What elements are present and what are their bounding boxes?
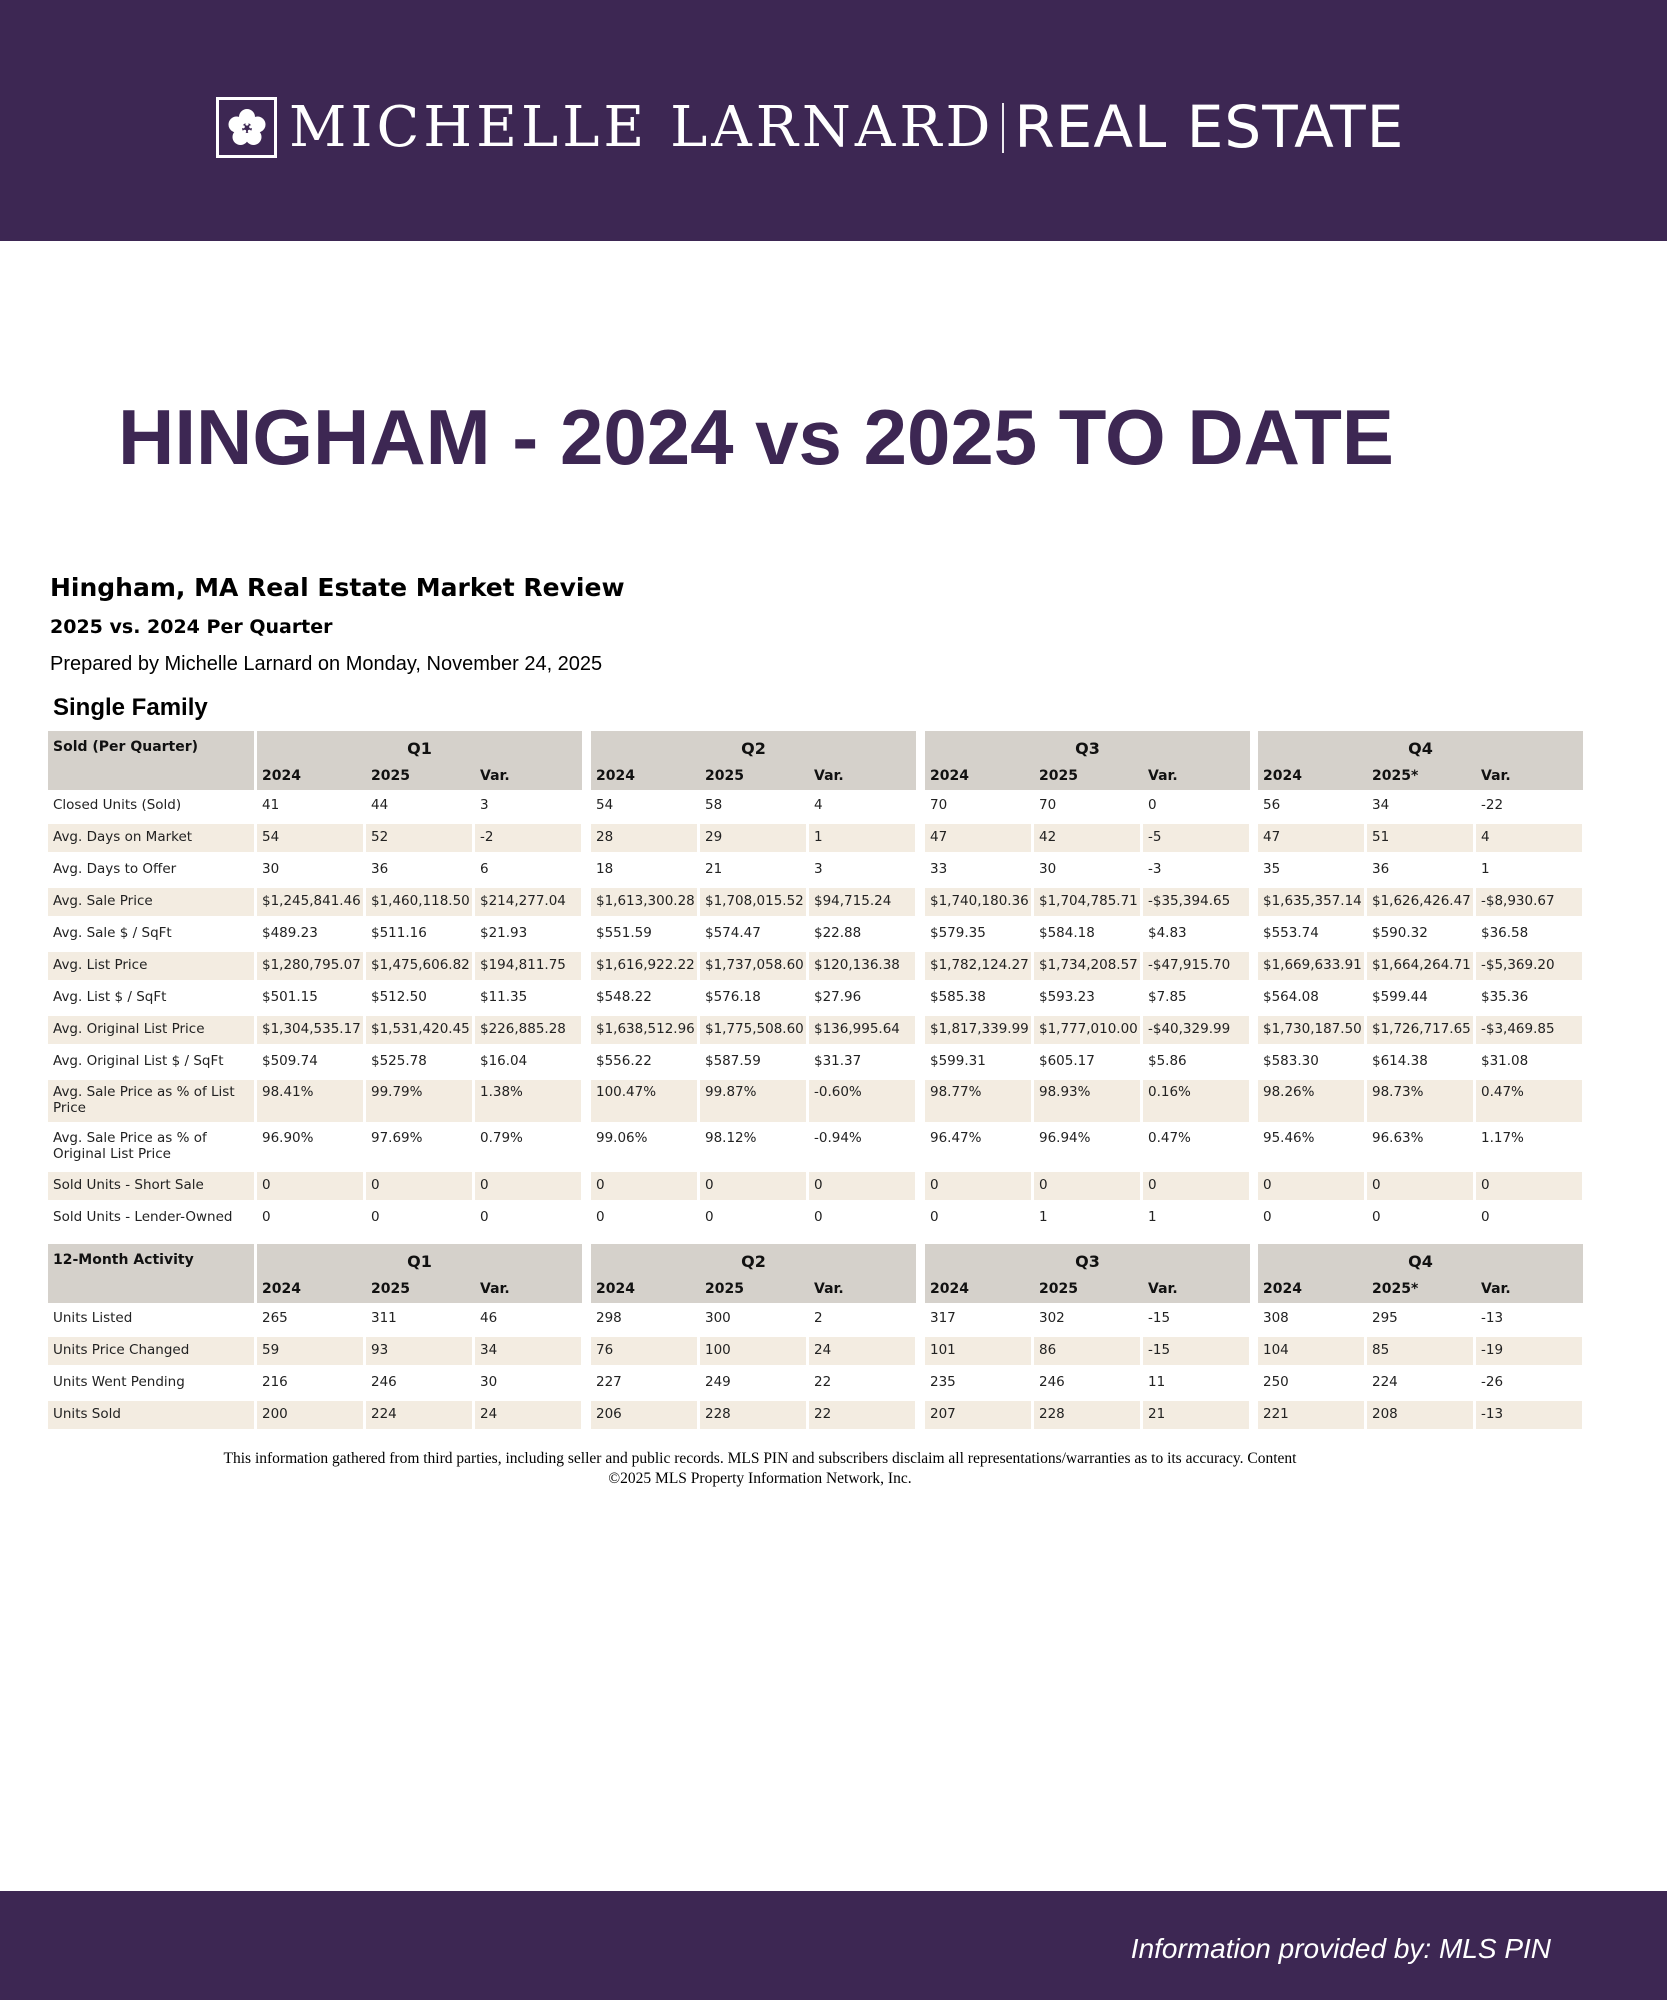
quarter-label: Q4	[1408, 1252, 1433, 1271]
table-cell: 96.63%	[1372, 1130, 1424, 1146]
header-band	[0, 0, 1667, 241]
year-column-header: 2025*	[1372, 1281, 1419, 1297]
table-row	[48, 1014, 1588, 1046]
table-cell: 96.47%	[930, 1130, 982, 1146]
table-cell: 22	[809, 1401, 915, 1429]
table-cell: $1,734,208.57	[1034, 952, 1140, 980]
year-column-header: 2025	[1039, 768, 1078, 784]
table-cell: $1,245,841.46	[257, 888, 363, 916]
table-cell: 0	[1143, 1172, 1249, 1200]
table-cell: -$5,369.20	[1476, 952, 1582, 980]
table-cell: 246	[371, 1374, 397, 1390]
table-cell: 1.17%	[1481, 1130, 1524, 1146]
table-cell: 104	[1258, 1337, 1364, 1365]
table-cell: $605.17	[1039, 1053, 1095, 1069]
table-cell: -3	[1148, 861, 1162, 877]
table-cell: $489.23	[262, 925, 318, 941]
table-cell: $590.32	[1372, 925, 1428, 941]
quarter-label: Q4	[1408, 739, 1433, 758]
table-cell: $1,613,300.28	[591, 888, 697, 916]
table-cell: $1,635,357.14	[1258, 888, 1364, 916]
quarter-header	[591, 1244, 916, 1303]
table-cell: 24	[809, 1337, 915, 1365]
table-cell: 98.93%	[1034, 1080, 1140, 1122]
table-cell: 97.69%	[371, 1130, 423, 1146]
table-cell: 0	[1258, 1172, 1364, 1200]
table-cell: -22	[1481, 797, 1504, 813]
table-cell: $214,277.04	[475, 888, 581, 916]
table-row	[48, 1046, 1588, 1078]
quarter-header	[1258, 1244, 1583, 1303]
table-row	[48, 1399, 1588, 1431]
table-cell: $525.78	[371, 1053, 427, 1069]
quarter-header	[1258, 731, 1583, 790]
table-cell: 0	[1481, 1209, 1490, 1225]
table-cell: $27.96	[814, 989, 862, 1005]
table-cell: 1	[1148, 1209, 1157, 1225]
table-cell: $1,708,015.52	[700, 888, 806, 916]
table-cell: $22.88	[814, 925, 862, 941]
table-row	[48, 918, 1588, 950]
table-cell: $548.22	[596, 989, 652, 1005]
row-label: Avg. Original List Price	[48, 1016, 254, 1044]
table-row	[48, 790, 1588, 822]
disclaimer: This information gathered from third parties, including seller and public records. MLS PIN and subscribers disclaim all representations/warranties as to its accuracy. Content ©2025 MLS Property Information Network, Inc.	[223, 1450, 1297, 1487]
table-cell: 99.87%	[700, 1080, 806, 1122]
table-cell: $1,664,264.71	[1367, 952, 1473, 980]
year-column-header: Var.	[1148, 1281, 1178, 1297]
table-cell: $21.93	[480, 925, 528, 941]
year-column-header: 2025*	[1372, 768, 1419, 784]
table-cell: 250	[1263, 1374, 1289, 1390]
year-column-header: Var.	[480, 768, 510, 784]
table-cell: 70	[930, 797, 948, 813]
table-cell: $1,460,118.50	[366, 888, 472, 916]
table-cell: 0	[371, 1209, 380, 1225]
table-cell: -26	[1481, 1374, 1504, 1390]
table-cell: $1,726,717.65	[1367, 1016, 1473, 1044]
table-cell: 0	[596, 1209, 605, 1225]
table-cell: 295	[1372, 1310, 1398, 1326]
table-header-label-cell	[48, 1244, 254, 1303]
table-cell: $1,730,187.50	[1258, 1016, 1364, 1044]
table-cell: 95.46%	[1263, 1130, 1315, 1146]
table-cell: 99.06%	[596, 1130, 648, 1146]
table-cell: -0.94%	[814, 1130, 862, 1146]
table-cell: $574.47	[705, 925, 761, 941]
flower-emblem-icon	[216, 97, 277, 158]
table-cell: -0.60%	[809, 1080, 915, 1122]
prepared-by: Prepared by Michelle Larnard on Monday, November 24, 2025	[50, 653, 603, 675]
table-cell: -13	[1481, 1310, 1504, 1326]
table-cell: 47	[925, 824, 1031, 852]
year-column-header: 2025	[371, 1281, 410, 1297]
year-column-header: 2024	[262, 768, 301, 784]
table-cell: 98.73%	[1367, 1080, 1473, 1122]
year-column-header: 2024	[1263, 768, 1302, 784]
table-cell: 101	[925, 1337, 1031, 1365]
table-cell: $1,669,633.91	[1258, 952, 1364, 980]
table-cell: $511.16	[371, 925, 427, 941]
table-cell: 98.41%	[257, 1080, 363, 1122]
year-column-header: Var.	[480, 1281, 510, 1297]
table-cell: $551.59	[596, 925, 652, 941]
table-cell: 200	[257, 1401, 363, 1429]
table-cell: 0	[1148, 797, 1157, 813]
table-cell: $1,475,606.82	[366, 952, 472, 980]
brand-logo	[216, 93, 1405, 161]
table-header	[48, 1244, 1588, 1303]
table-cell: $1,304,535.17	[257, 1016, 363, 1044]
table-cell: 0.79%	[480, 1130, 523, 1146]
market-table	[48, 731, 1588, 1441]
table-cell: $583.30	[1263, 1053, 1319, 1069]
table-cell: $1,626,426.47	[1367, 888, 1473, 916]
table-cell: $1,817,339.99	[925, 1016, 1031, 1044]
table-cell: $576.18	[705, 989, 761, 1005]
table-cell: 85	[1367, 1337, 1473, 1365]
table-cell: 46	[480, 1310, 498, 1326]
table-row	[48, 1124, 1588, 1170]
year-column-header: 2025	[705, 768, 744, 784]
table-cell: -19	[1476, 1337, 1582, 1365]
table-cell: $599.31	[930, 1053, 986, 1069]
table-cell: 227	[596, 1374, 622, 1390]
table-cell: 29	[700, 824, 806, 852]
table-cell: 100.47%	[591, 1080, 697, 1122]
table-cell: 0.47%	[1148, 1130, 1191, 1146]
table-block-title: Sold (Per Quarter)	[53, 739, 199, 755]
table-header-label-cell	[48, 731, 254, 790]
table-cell: 0	[480, 1209, 489, 1225]
table-cell: -$47,915.70	[1143, 952, 1249, 980]
table-cell: $36.58	[1481, 925, 1529, 941]
table-cell: 3	[480, 797, 489, 813]
year-column-header: Var.	[1481, 1281, 1511, 1297]
table-cell: 207	[925, 1401, 1031, 1429]
row-label: Units Sold	[48, 1401, 254, 1429]
table-cell: 206	[591, 1401, 697, 1429]
quarter-label: Q3	[1075, 739, 1100, 758]
table-row	[48, 1335, 1588, 1367]
table-cell: $553.74	[1263, 925, 1319, 941]
table-cell: $1,782,124.27	[925, 952, 1031, 980]
table-cell: $5.86	[1148, 1053, 1187, 1069]
section-label: Single Family	[53, 694, 208, 721]
table-cell: 0	[262, 1209, 271, 1225]
table-cell: $587.59	[705, 1053, 761, 1069]
quarter-label: Q1	[407, 739, 432, 758]
table-cell: 308	[1263, 1310, 1289, 1326]
year-column-header: 2024	[930, 1281, 969, 1297]
table-cell: 0	[705, 1209, 714, 1225]
table-cell: 0	[809, 1172, 915, 1200]
brand-sub: REAL ESTATE	[1014, 93, 1405, 161]
table-cell: 0	[700, 1172, 806, 1200]
table-cell: $1,280,795.07	[257, 952, 363, 980]
row-label: Avg. Original List $ / SqFt	[53, 1053, 224, 1069]
table-cell: 302	[1039, 1310, 1065, 1326]
year-column-header: 2025	[705, 1281, 744, 1297]
year-column-header: 2024	[1263, 1281, 1302, 1297]
footer-band	[0, 1891, 1667, 2000]
table-cell: 0	[475, 1172, 581, 1200]
table-cell: $501.15	[262, 989, 318, 1005]
table-cell: 96.94%	[1039, 1130, 1091, 1146]
table-cell: 22	[814, 1374, 832, 1390]
table-cell: 41	[262, 797, 280, 813]
table-cell: $585.38	[930, 989, 986, 1005]
table-cell: $1,737,058.60	[700, 952, 806, 980]
quarter-label: Q2	[741, 1252, 766, 1271]
table-row	[48, 1170, 1588, 1202]
table-cell: 0	[925, 1172, 1031, 1200]
table-cell: 76	[591, 1337, 697, 1365]
table-cell: 228	[1034, 1401, 1140, 1429]
table-cell: -2	[475, 824, 581, 852]
table-cell: 30	[1039, 861, 1057, 877]
table-cell: 86	[1034, 1337, 1140, 1365]
row-label: Sold Units - Short Sale	[48, 1172, 254, 1200]
year-column-header: Var.	[1481, 768, 1511, 784]
table-cell: 56	[1263, 797, 1281, 813]
table-cell: $194,811.75	[475, 952, 581, 980]
quarter-label: Q1	[407, 1252, 432, 1271]
table-cell: $512.50	[371, 989, 427, 1005]
report-title: Hingham, MA Real Estate Market Review	[50, 573, 625, 602]
row-label: Avg. List Price	[48, 952, 254, 980]
table-cell: 96.90%	[262, 1130, 314, 1146]
table-row	[48, 1367, 1588, 1399]
table-cell: 54	[596, 797, 614, 813]
year-column-header: 2024	[262, 1281, 301, 1297]
table-cell: $593.23	[1039, 989, 1095, 1005]
row-label: Avg. Days on Market	[48, 824, 254, 852]
table-cell: -15	[1143, 1337, 1249, 1365]
table-cell: 0.16%	[1143, 1080, 1249, 1122]
year-column-header: Var.	[1148, 768, 1178, 784]
table-cell: $94,715.24	[809, 888, 915, 916]
table-cell: 93	[366, 1337, 472, 1365]
table-cell: 208	[1367, 1401, 1473, 1429]
quarter-label: Q2	[741, 739, 766, 758]
table-cell: 235	[930, 1374, 956, 1390]
table-cell: 3	[814, 861, 823, 877]
table-cell: 34	[1372, 797, 1390, 813]
table-cell: 0	[1263, 1209, 1272, 1225]
year-column-header: 2024	[930, 768, 969, 784]
quarter-header	[591, 731, 916, 790]
table-header	[48, 731, 1588, 790]
table-cell: -$3,469.85	[1476, 1016, 1582, 1044]
table-cell: 0	[1367, 1172, 1473, 1200]
table-cell: 228	[700, 1401, 806, 1429]
table-row	[48, 950, 1588, 982]
table-cell: 4	[1476, 824, 1582, 852]
table-cell: 21	[1143, 1401, 1249, 1429]
table-cell: $1,740,180.36	[925, 888, 1031, 916]
year-column-header: Var.	[814, 768, 844, 784]
row-label: Avg. Sale Price as % of List Price	[48, 1080, 254, 1122]
table-block-title: 12-Month Activity	[53, 1252, 194, 1268]
table-cell: 58	[705, 797, 723, 813]
row-label: Closed Units (Sold)	[53, 797, 182, 813]
quarter-header	[925, 731, 1250, 790]
table-cell: 0	[366, 1172, 472, 1200]
table-cell: $11.35	[480, 989, 528, 1005]
table-cell: 298	[596, 1310, 622, 1326]
table-cell: 6	[480, 861, 489, 877]
table-cell: $599.44	[1372, 989, 1428, 1005]
table-cell: 1.38%	[475, 1080, 581, 1122]
table-cell: 0	[591, 1172, 697, 1200]
table-cell: 47	[1258, 824, 1364, 852]
table-cell: 18	[596, 861, 614, 877]
table-cell: 42	[1034, 824, 1140, 852]
row-label: Avg. Sale Price	[48, 888, 254, 916]
table-cell: 0	[1372, 1209, 1381, 1225]
table-cell: 224	[366, 1401, 472, 1429]
table-cell: 0	[930, 1209, 939, 1225]
table-cell: 300	[705, 1310, 731, 1326]
table-cell: $31.08	[1481, 1053, 1529, 1069]
table-cell: 36	[371, 861, 389, 877]
footer-credit: Information provided by: MLS PIN	[1130, 1933, 1551, 1964]
year-column-header: 2024	[596, 768, 635, 784]
table-cell: 98.77%	[925, 1080, 1031, 1122]
table-cell: 11	[1148, 1374, 1166, 1390]
year-column-header: 2024	[596, 1281, 635, 1297]
table-cell: $564.08	[1263, 989, 1319, 1005]
table-cell: $1,531,420.45	[366, 1016, 472, 1044]
table-cell: 35	[1263, 861, 1281, 877]
table-row	[48, 982, 1588, 1014]
table-cell: $584.18	[1039, 925, 1095, 941]
table-cell: 30	[262, 861, 280, 877]
table-cell: 34	[475, 1337, 581, 1365]
table-cell: 100	[700, 1337, 806, 1365]
table-cell: 21	[705, 861, 723, 877]
table-cell: -$35,394.65	[1143, 888, 1249, 916]
table-cell: $1,775,508.60	[700, 1016, 806, 1044]
table-cell: 0	[257, 1172, 363, 1200]
table-cell: $509.74	[262, 1053, 318, 1069]
table-cell: -$8,930.67	[1476, 888, 1582, 916]
table-row	[48, 1303, 1588, 1335]
year-column-header: 2025	[1039, 1281, 1078, 1297]
table-cell: $1,777,010.00	[1034, 1016, 1140, 1044]
row-label: Units Price Changed	[48, 1337, 254, 1365]
table-row	[48, 1202, 1588, 1234]
table-cell: 44	[371, 797, 389, 813]
quarter-header	[925, 1244, 1250, 1303]
table-cell: 221	[1258, 1401, 1364, 1429]
row-label: Units Listed	[53, 1310, 133, 1326]
table-cell: $4.83	[1148, 925, 1187, 941]
quarter-header	[257, 731, 582, 790]
table-row	[48, 1078, 1588, 1124]
table-cell: 30	[480, 1374, 498, 1390]
table-cell: $31.37	[814, 1053, 862, 1069]
row-label: Avg. Sale Price as % of Original List Price	[53, 1130, 207, 1162]
table-cell: 311	[371, 1310, 397, 1326]
table-row	[48, 886, 1588, 918]
table-cell: $1,616,922.22	[591, 952, 697, 980]
table-cell: 54	[257, 824, 363, 852]
table-cell: 249	[705, 1374, 731, 1390]
table-cell: 99.79%	[366, 1080, 472, 1122]
table-cell: $1,638,512.96	[591, 1016, 697, 1044]
row-label: Avg. Sale $ / SqFt	[53, 925, 172, 941]
year-column-header: 2025	[371, 768, 410, 784]
table-row	[48, 822, 1588, 854]
year-column-header: Var.	[814, 1281, 844, 1297]
table-cell: -5	[1143, 824, 1249, 852]
table-cell: 224	[1372, 1374, 1398, 1390]
table-cell: $16.04	[480, 1053, 528, 1069]
table-row	[48, 854, 1588, 886]
table-cell: $7.85	[1148, 989, 1187, 1005]
table-cell: 1	[809, 824, 915, 852]
table-cell: $579.35	[930, 925, 986, 941]
row-label: Sold Units - Lender-Owned	[53, 1209, 233, 1225]
table-cell: -13	[1476, 1401, 1582, 1429]
brand-name: MICHELLE LARNARD	[289, 95, 995, 160]
table-cell: 0	[1476, 1172, 1582, 1200]
table-cell: 33	[930, 861, 948, 877]
table-cell: $226,885.28	[475, 1016, 581, 1044]
table-cell: 216	[262, 1374, 288, 1390]
row-label: Avg. Days to Offer	[53, 861, 177, 877]
table-cell: $120,136.38	[809, 952, 915, 980]
table-cell: 246	[1039, 1374, 1065, 1390]
table-cell: 36	[1372, 861, 1390, 877]
table-cell: 265	[262, 1310, 288, 1326]
table-cell: 0	[1034, 1172, 1140, 1200]
report-subtitle: 2025 vs. 2024 Per Quarter	[50, 616, 333, 638]
quarter-header	[257, 1244, 582, 1303]
row-label: Avg. List $ / SqFt	[53, 989, 167, 1005]
table-cell: $1,704,785.71	[1034, 888, 1140, 916]
row-label: Units Went Pending	[53, 1374, 185, 1390]
table-cell: 317	[930, 1310, 956, 1326]
table-cell: 51	[1367, 824, 1473, 852]
table-cell: $35.36	[1481, 989, 1529, 1005]
table-cell: -15	[1148, 1310, 1171, 1326]
brand-divider	[1002, 103, 1004, 153]
table-cell: 52	[366, 824, 472, 852]
table-cell: 24	[475, 1401, 581, 1429]
table-cell: 1	[1039, 1209, 1048, 1225]
table-cell: 1	[1481, 861, 1490, 877]
table-cell: 2	[814, 1310, 823, 1326]
table-cell: 0	[814, 1209, 823, 1225]
page-title: HINGHAM - 2024 vs 2025 TO DATE	[118, 393, 1394, 481]
table-cell: 28	[591, 824, 697, 852]
table-cell: 98.26%	[1258, 1080, 1364, 1122]
table-cell: 59	[257, 1337, 363, 1365]
table-cell: 0.47%	[1476, 1080, 1582, 1122]
quarter-label: Q3	[1075, 1252, 1100, 1271]
table-cell: -$40,329.99	[1143, 1016, 1249, 1044]
table-cell: $136,995.64	[809, 1016, 915, 1044]
table-cell: 98.12%	[705, 1130, 757, 1146]
table-cell: $614.38	[1372, 1053, 1428, 1069]
table-cell: $556.22	[596, 1053, 652, 1069]
table-cell: 70	[1039, 797, 1057, 813]
table-cell: 4	[814, 797, 823, 813]
